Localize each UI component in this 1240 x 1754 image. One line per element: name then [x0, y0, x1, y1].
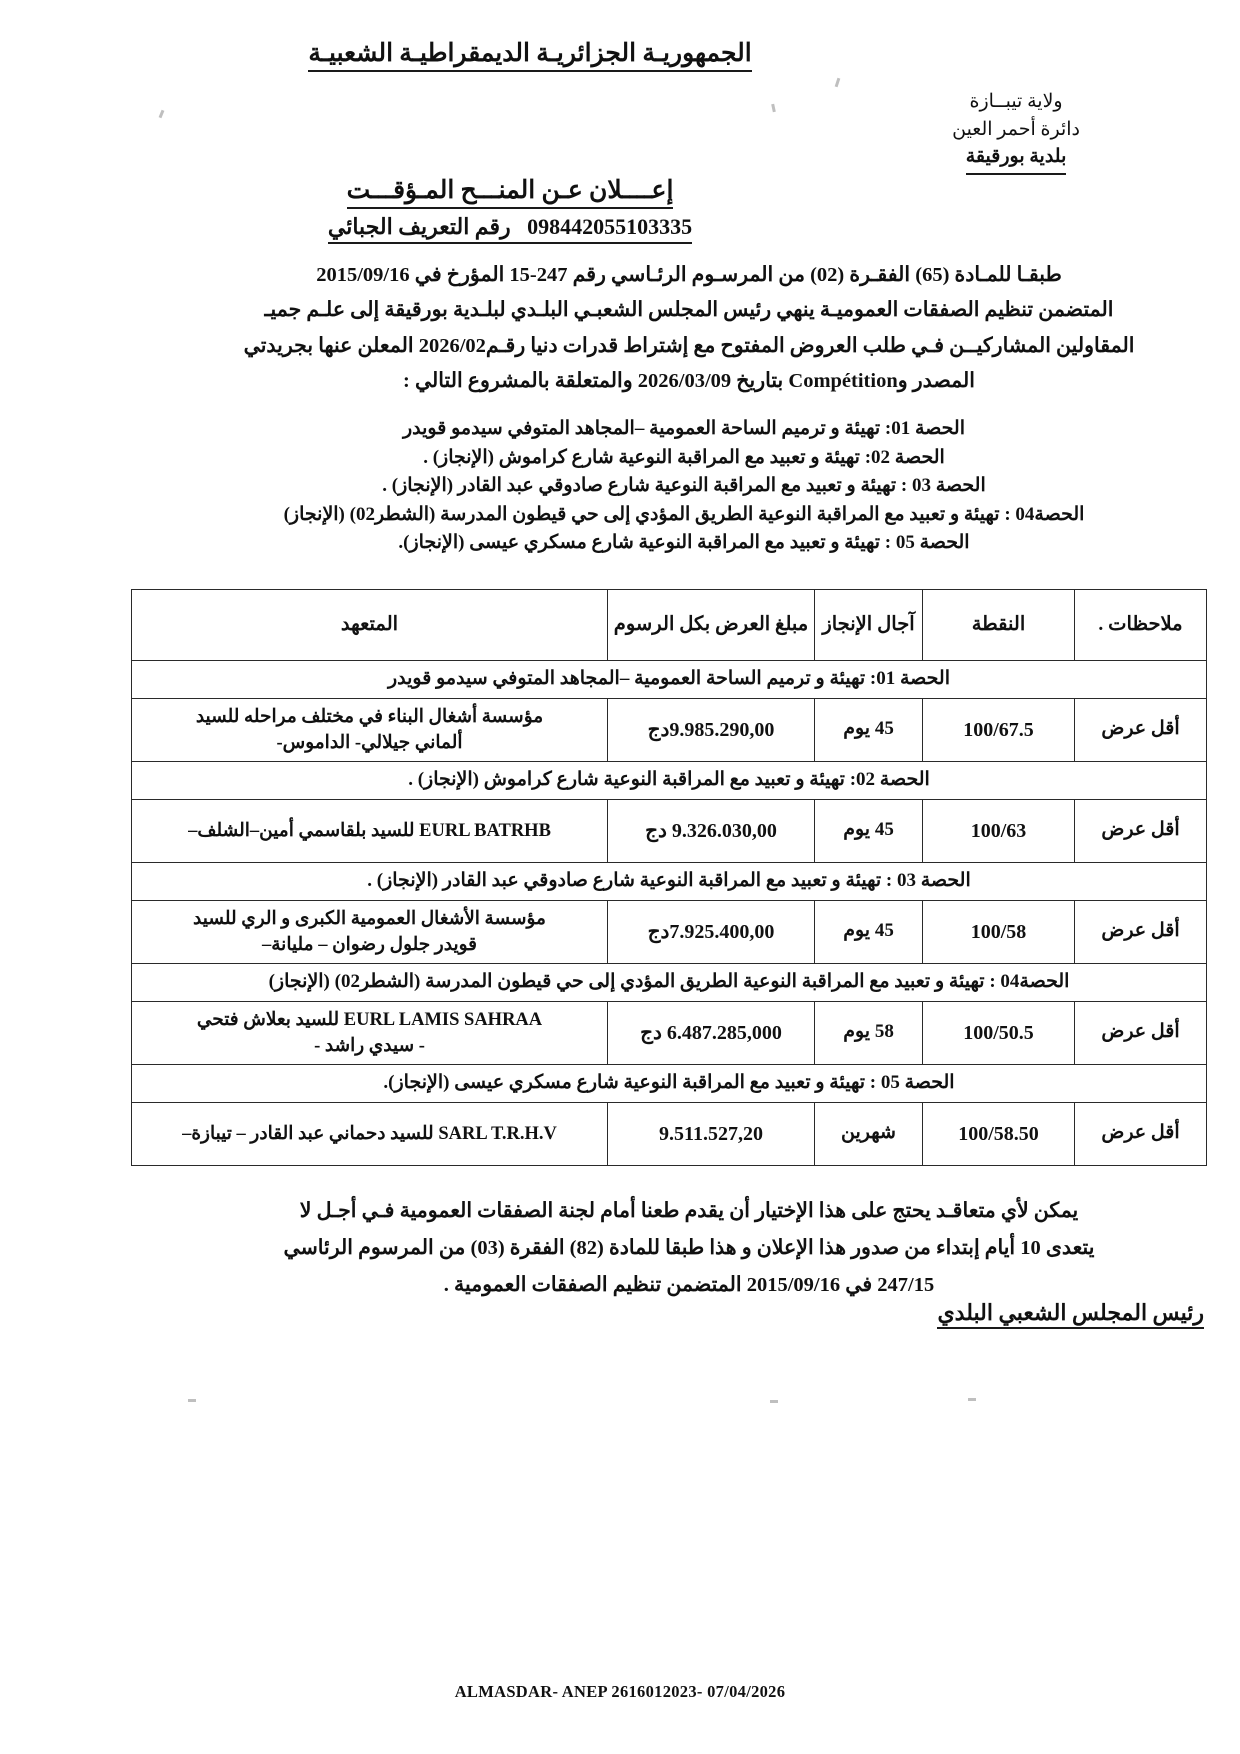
table-row [132, 1001, 1207, 1064]
lot-title: الحصة 01: تهيئة و ترميم الساحة العمومية –المجاهد المتوفي سيدمو قويدر [132, 661, 1207, 699]
lot-title: الحصة 03 : تهيئة و تعبيد مع المراقبة النوعية شارع صادوقي عبد القادر (الإنجاز) . [132, 862, 1207, 900]
intro-paragraph [174, 258, 1204, 399]
scan-speckle [188, 1399, 196, 1402]
cell-bidder [132, 799, 608, 862]
tax-number: 098442055103335 [527, 214, 693, 239]
administrative-block [952, 88, 1080, 175]
cell-score: 100/50.5 [923, 1001, 1075, 1064]
scan-speckle [159, 110, 165, 119]
cell-bidder [132, 900, 608, 963]
header-score: النقطة [923, 590, 1075, 661]
lot-item: الحصة04 : تهيئة و تعبيد مع المراقبة النوعية الطريق المؤدي إلى حي قيطون المدرسة (الشطر02) (الإنجاز) [283, 503, 1085, 525]
bidder-name-line2: قويدر جلول رضوان – مليانة– [262, 934, 477, 955]
scan-speckle [968, 1398, 976, 1401]
closing-line-3: 247/15 في 2015/09/16 المتضمن تنظيم الصفقات العمومية . [443, 1273, 935, 1296]
cell-notes: أقل عرض [1075, 1102, 1207, 1165]
intro-line-1: طبقـا للمـادة (65) الفقـرة (02) من المرسـوم الرئـاسي رقم 247-15 المؤرخ في 2015/09/16 [316, 264, 1062, 286]
cell-bidder [132, 1001, 608, 1064]
table-lot-title-row [132, 1064, 1207, 1102]
lot-item: الحصة 03 : تهيئة و تعبيد مع المراقبة النوعية شارع صادوقي عبد القادر (الإنجاز) . [382, 475, 986, 496]
baladiya-line: بلدية بورقيقة [966, 143, 1067, 175]
closing-line-2: يتعدى 10 أيام إبتداء من صدور هذا الإعلان و هذا طبقا للمادة (82) الفقرة (03) من المرسوم الرئاسي [283, 1236, 1095, 1259]
bid-results-table [131, 589, 1207, 1166]
closing-paragraph [184, 1193, 1194, 1304]
table-lot-title-row [132, 862, 1207, 900]
header-bidder: المتعهد [132, 590, 608, 661]
cell-notes: أقل عرض [1075, 799, 1207, 862]
table-row [132, 799, 1207, 862]
cell-amount: 6.487.285,000 دج [608, 1001, 815, 1064]
cell-score: 100/67.5 [923, 698, 1075, 761]
signature-block [937, 1300, 1204, 1326]
cell-delay: 58 يوم [815, 1001, 923, 1064]
cell-delay: شهرين [815, 1102, 923, 1165]
lot-list [164, 415, 1204, 558]
cell-bidder [132, 1102, 608, 1165]
national-header-text: الجمهوريـة الجزائريـة الديمقراطيـة الشعبيـة [308, 40, 751, 72]
national-header [0, 38, 1060, 68]
table-row [132, 1102, 1207, 1165]
daira-line: دائرة أحمر العين [952, 118, 1080, 140]
tax-label: رقم التعريف الجبائي [327, 214, 511, 239]
footer-reference: ALMASDAR- ANEP 2616012023- 07/04/2026 [454, 1682, 786, 1701]
lot-title: الحصة 05 : تهيئة و تعبيد مع المراقبة النوعية شارع مسكري عيسى (الإنجاز). [132, 1064, 1207, 1102]
bidder-name-line1: EURL BATRHB للسيد بلقاسمي أمين–الشلف– [188, 820, 551, 841]
announcement-title-block [0, 175, 1020, 244]
bidder-name-line1: SARL T.R.H.V للسيد دحماني عبد القادر – تيبازة– [182, 1123, 557, 1144]
bidder-name-line1: EURL LAMIS SAHRAA للسيد بعلاش فتحي [196, 1009, 543, 1030]
cell-amount: 9.511.527,20 [608, 1102, 815, 1165]
bidder-name-line2: - سيدي راشد - [314, 1035, 425, 1056]
lot-item: الحصة 02: تهيئة و تعبيد مع المراقبة النوعية شارع كراموش (الإنجاز) . [423, 446, 945, 468]
header-amount: مبلغ العرض بكل الرسوم [608, 590, 815, 661]
bidder-name-line1: مؤسسة أشغال البناء في مختلف مراحله للسيد [195, 706, 544, 727]
table-lot-title-row [132, 661, 1207, 699]
cell-score: 100/63 [923, 799, 1075, 862]
lot-title: الحصة 02: تهيئة و تعبيد مع المراقبة النوعية شارع كراموش (الإنجاز) . [132, 761, 1207, 799]
intro-line-4: المصدر وCompétition بتاريخ 2026/03/09 والمتعلقة بالمشروع التالي : [403, 369, 975, 392]
cell-notes: أقل عرض [1075, 900, 1207, 963]
table-lot-title-row [132, 963, 1207, 1001]
cell-amount: 9.985.290,00دج [608, 698, 815, 761]
table-lot-title-row [132, 761, 1207, 799]
cell-delay: 45 يوم [815, 698, 923, 761]
scan-speckle [771, 104, 776, 112]
table-row [132, 900, 1207, 963]
scan-speckle [770, 1400, 778, 1403]
cell-score: 100/58.50 [923, 1102, 1075, 1165]
closing-line-1: يمكن لأي متعاقـد يحتج على هذا الإختيار أن يقدم طعنا أمام لجنة الصفقات العمومية فـي أجـل لا [299, 1200, 1079, 1222]
cell-amount: 9.326.030,00 دج [608, 799, 815, 862]
lot-item: الحصة 01: تهيئة و ترميم الساحة العمومية –المجاهد المتوفي سيدمو قويدر [403, 418, 965, 439]
table-header-row [132, 590, 1207, 661]
cell-notes: أقل عرض [1075, 1001, 1207, 1064]
cell-amount: 7.925.400,00دج [608, 900, 815, 963]
lot-title: الحصة04 : تهيئة و تعبيد مع المراقبة النوعية الطريق المؤدي إلى حي قيطون المدرسة (الشطر02) (الإنجاز) [132, 963, 1207, 1001]
cell-bidder [132, 698, 608, 761]
cell-delay: 45 يوم [815, 900, 923, 963]
page-footer [0, 1682, 1240, 1702]
cell-delay: 45 يوم [815, 799, 923, 862]
announcement-title: إعــــلان عـن المنـــح المـؤقـــت [347, 175, 674, 209]
bidder-name-line1: مؤسسة الأشغال العمومية الكبرى و الري للسيد [193, 908, 546, 929]
header-notes: ملاحظات . [1075, 590, 1207, 661]
cell-notes: أقل عرض [1075, 698, 1207, 761]
signature-title: رئيس المجلس الشعبي البلدي [937, 1300, 1204, 1329]
table-row [132, 698, 1207, 761]
intro-line-3: المقاولين المشاركيــن فـي طلب العروض المفتوح مع إشتراط قدرات دنيا رقـم2026/02 المعلن عنها بجريدتي [243, 334, 1135, 357]
intro-line-2: المتضمن تنظيم الصفقات العموميـة ينهي رئيس المجلس الشعبـي البلـدي لبلـدية بورقيقة إلى علـم جميـ [264, 299, 1114, 322]
wilaya-line: ولاية تيبــازة [969, 91, 1063, 112]
lot-item: الحصة 05 : تهيئة و تعبيد مع المراقبة النوعية شارع مسكري عيسى (الإنجاز). [398, 532, 970, 553]
scan-speckle [835, 78, 841, 87]
bidder-name-line2: ألماني جيلالي- الداموس- [276, 732, 463, 753]
cell-score: 100/58 [923, 900, 1075, 963]
header-delay: آجال الإنجاز [815, 590, 923, 661]
